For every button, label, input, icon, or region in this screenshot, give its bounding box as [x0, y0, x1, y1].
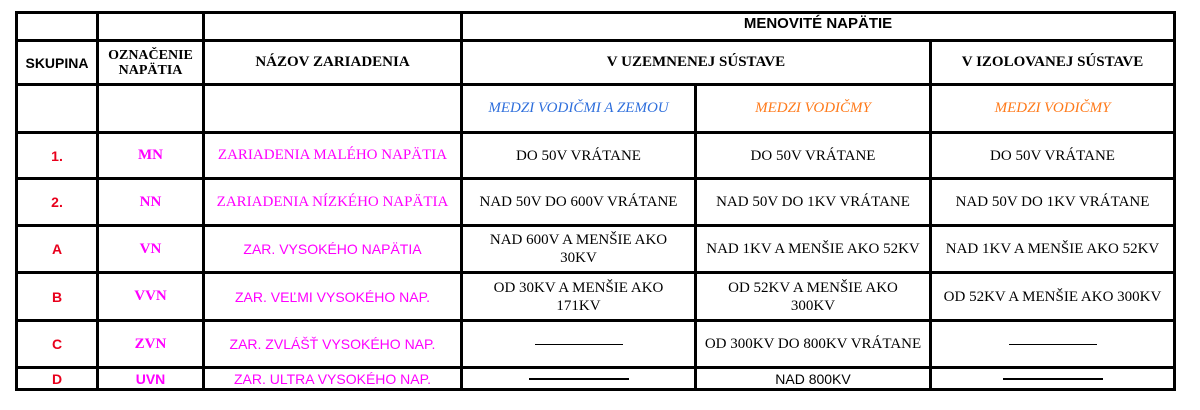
header-menovite-napatie: MENOVITÉ NAPÄTIE [462, 13, 1175, 41]
table-row [17, 273, 1175, 321]
header-row-main [17, 41, 1175, 85]
group-cell: 2. [17, 179, 98, 226]
grounded-phase-phase-cell: NAD 800KV [696, 368, 931, 390]
table-row [17, 321, 1175, 368]
group-cell: D [17, 368, 98, 390]
isolated-phase-phase-cell [931, 321, 1175, 368]
header-v-izolovanej-sustave: V IZOLOVANEJ SÚSTAVE [931, 41, 1175, 85]
isolated-phase-phase-cell: NAD 1KV A MENŠIE AKO 52KV [931, 226, 1175, 273]
empty-cell [204, 13, 462, 41]
isolated-phase-phase-cell [931, 368, 1175, 390]
empty-cell [98, 13, 204, 41]
device-name-cell: ZAR. ZVLÁŠŤ VYSOKÉHO NAP. [204, 321, 462, 368]
voltage-code-cell: UVN [98, 368, 204, 390]
group-cell: B [17, 273, 98, 321]
header-skupina: SKUPINA [17, 41, 98, 85]
table-row [17, 133, 1175, 179]
empty-cell [98, 85, 204, 133]
subheader-medzi-vodicmi-izolovana: MEDZI VODIČMY [931, 85, 1175, 133]
voltage-code-cell: ZVN [98, 321, 204, 368]
grounded-phase-earth-cell [462, 368, 696, 390]
grounded-phase-earth-cell: DO 50V VRÁTANE [462, 133, 696, 179]
group-cell: 1. [17, 133, 98, 179]
voltage-code-cell: VN [98, 226, 204, 273]
empty-value-dash [535, 344, 623, 345]
header-oznacenie-napatia: OZNAČENIE NAPÄTIA [98, 41, 204, 85]
isolated-phase-phase-cell: NAD 50V DO 1KV VRÁTANE [931, 179, 1175, 226]
grounded-phase-earth-cell [462, 321, 696, 368]
device-name-cell: ZAR. ULTRA VYSOKÉHO NAP. [204, 368, 462, 390]
header-row-sub [17, 85, 1175, 133]
grounded-phase-phase-cell: NAD 1KV A MENŠIE AKO 52KV [696, 226, 931, 273]
empty-cell [17, 85, 98, 133]
empty-cell [204, 85, 462, 133]
voltage-code-cell: VVN [98, 273, 204, 321]
table-row [17, 368, 1175, 390]
voltage-classification-table [15, 11, 1176, 391]
grounded-phase-earth-cell: NAD 600V A MENŠIE AKO 30KV [462, 226, 696, 273]
header-v-uzemnenej-sustave: V UZEMNENEJ SÚSTAVE [462, 41, 931, 85]
device-name-cell: ZARIADENIA NÍZKÉHO NAPÄTIA [204, 179, 462, 226]
empty-value-dash [1003, 378, 1103, 380]
grounded-phase-earth-cell: OD 30KV A MENŠIE AKO 171KV [462, 273, 696, 321]
grounded-phase-phase-cell: NAD 50V DO 1KV VRÁTANE [696, 179, 931, 226]
subheader-medzi-vodicmi-a-zemou: MEDZI VODIČMI A ZEMOU [462, 85, 696, 133]
header-row-top [17, 13, 1175, 41]
grounded-phase-phase-cell: OD 300KV DO 800KV VRÁTANE [696, 321, 931, 368]
table-row [17, 179, 1175, 226]
empty-value-dash [529, 378, 629, 380]
grounded-phase-phase-cell: OD 52KV A MENŠIE AKO 300KV [696, 273, 931, 321]
group-cell: C [17, 321, 98, 368]
device-name-cell: ZARIADENIA MALÉHO NAPÄTIA [204, 133, 462, 179]
empty-cell [17, 13, 98, 41]
voltage-code-cell: MN [98, 133, 204, 179]
header-nazov-zariadenia: NÁZOV ZARIADENIA [204, 41, 462, 85]
subheader-medzi-vodicmi-uzemnena: MEDZI VODIČMY [696, 85, 931, 133]
grounded-phase-earth-cell: NAD 50V DO 600V VRÁTANE [462, 179, 696, 226]
isolated-phase-phase-cell: OD 52KV A MENŠIE AKO 300KV [931, 273, 1175, 321]
voltage-code-cell: NN [98, 179, 204, 226]
isolated-phase-phase-cell: DO 50V VRÁTANE [931, 133, 1175, 179]
grounded-phase-phase-cell: DO 50V VRÁTANE [696, 133, 931, 179]
device-name-cell: ZAR. VYSOKÉHO NAPÄTIA [204, 226, 462, 273]
empty-value-dash [1009, 344, 1097, 345]
table-row [17, 226, 1175, 273]
device-name-cell: ZAR. VEĽMI VYSOKÉHO NAP. [204, 273, 462, 321]
group-cell: A [17, 226, 98, 273]
